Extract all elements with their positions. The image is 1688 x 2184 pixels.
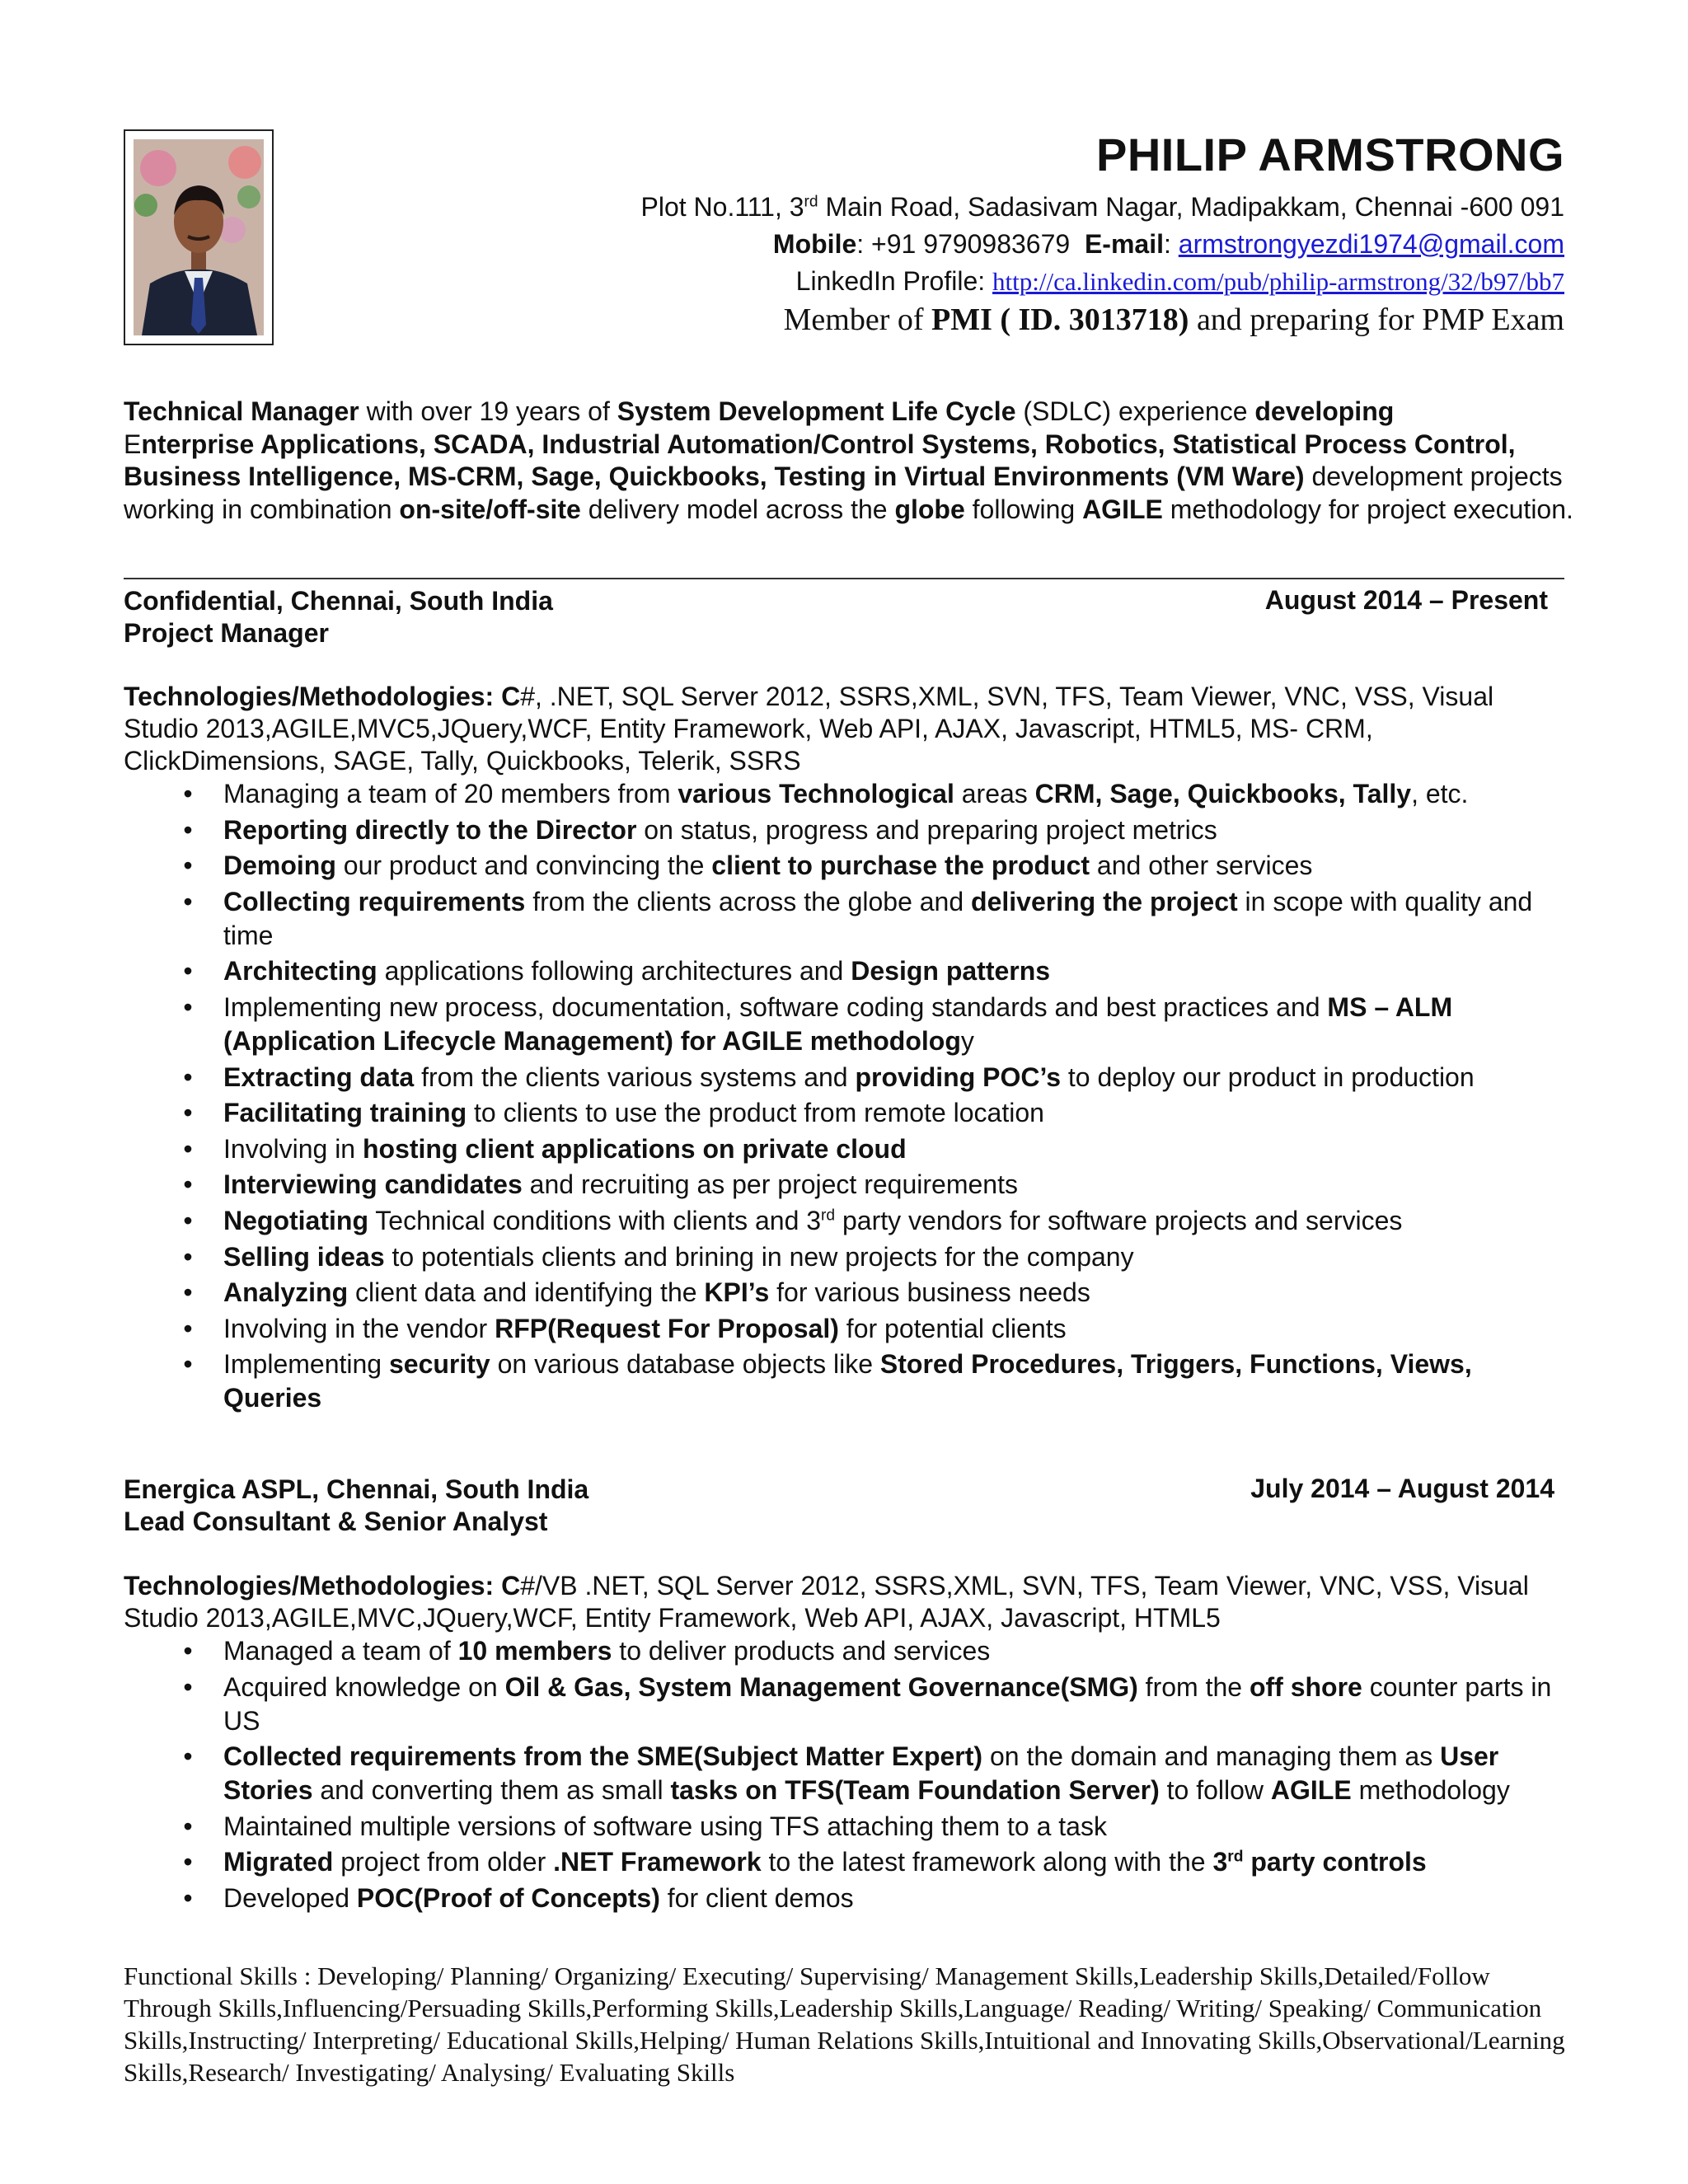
mobile-number: : +91 9790983679 bbox=[856, 229, 1071, 259]
candidate-name: PHILIP ARMSTRONG bbox=[1095, 129, 1564, 180]
job2-title: Lead Consultant & Senior Analyst bbox=[124, 1507, 548, 1536]
list-item: • Demoing our product and convincing the client to purchase the product and other services bbox=[183, 851, 1313, 881]
functional-skills: Functional Skills : Developing/ Planning/ Organizing/ Executing/ Supervising/ Management Skills,Leadership Skills,Detailed/Follow Through Skills,Influencing/Persuading Skills,Performing Skills,Leadership Skills,Language/ Reading/ Writing/ Speaking/ Communication Skills,Instructing/ Interpreting/ Educational Skills,Helping/ Human Relations Skills,Intuitional and Innovating Skills,Observational/Learning Skills,Research/ Investigating/ Analysing/ Evaluating Skills bbox=[124, 1961, 1565, 2087]
job2-heading bbox=[124, 1474, 588, 1538]
job1-title: Project Manager bbox=[124, 618, 329, 648]
list-item: • Maintained multiple versions of software using TFS attaching them to a task bbox=[183, 1811, 1107, 1841]
contact-line: Mobile: +91 9790983679 E-mail: armstrongyezdi1974@gmail.com bbox=[772, 229, 1564, 259]
job2-dates: July 2014 – August 2014 bbox=[1250, 1474, 1554, 1503]
section-divider bbox=[124, 578, 1564, 579]
job1-technologies: Technologies/Methodologies: C#, .NET, SQL Server 2012, SSRS,XML, SVN, TFS, Team Viewer, VNC, VSS, Visual Studio 2013,AGILE,MVC5,JQuery,WCF, Entity Framework, Web API, AJAX, Javascript, HTML5, MS- CRM, ClickDimensions, SAGE, Tally, Quickbooks, Telerik, SSRS bbox=[124, 682, 1494, 776]
list-item: • Migrated project from older .NET Framework to the latest framework along with the 3rd party controls bbox=[183, 1847, 1427, 1877]
list-item: • Reporting directly to the Director on status, progress and preparing project metrics bbox=[183, 814, 1217, 845]
list-item: • Analyzing client data and identifying the KPI’s for various business needs bbox=[183, 1277, 1090, 1308]
list-item: • Acquired knowledge on Oil & Gas, System Management Governance(SMG) from the off shore counter parts in US bbox=[183, 1671, 1552, 1736]
address: Plot No.111, 3rd Main Road, Sadasivam Nagar, Madipakkam, Chennai -600 091 bbox=[640, 192, 1564, 222]
list-item: • Facilitating training to clients to use the product from remote location bbox=[183, 1098, 1044, 1128]
list-item: • Developed POC(Proof of Concepts) for client demos bbox=[183, 1882, 854, 1913]
job2-responsibilities bbox=[124, 1634, 1564, 1918]
job2-technologies: Technologies/Methodologies: C#/VB .NET, SQL Server 2012, SSRS,XML, SVN, TFS, Team Viewer, VNC, VSS, Visual Studio 2013,AGILE,MVC,JQuery,WCF, Entity Framework, Web API, AJAX, Javascript, HTML5 bbox=[124, 1571, 1529, 1633]
list-item: • Selling ideas to potentials clients and brining in new projects for the company bbox=[183, 1241, 1134, 1272]
linkedin-link[interactable]: http://ca.linkedin.com/pub/philip-armstrong/32/b97/bb7 bbox=[992, 267, 1564, 296]
job2-company: Energica ASPL, Chennai, South India bbox=[124, 1474, 589, 1504]
list-item: • Collected requirements from the SME(Subject Matter Expert) on the domain and managing them as User Stories and converting them as small tasks on TFS(Team Foundation Server) to follow AGILE methodology bbox=[183, 1741, 1510, 1806]
list-item: • Architecting applications following architectures and Design patterns bbox=[183, 956, 1051, 987]
list-item: • Implementing security on various database objects like Stored Procedures, Triggers, Functions, Views, Queries bbox=[183, 1349, 1472, 1413]
job1-responsibilities bbox=[124, 777, 1564, 1418]
email-label: E-mail bbox=[1084, 229, 1164, 259]
pmi-membership: Member of PMI ( ID. 3013718) and preparing for PMP Exam bbox=[783, 302, 1564, 337]
list-item: • Extracting data from the clients various systems and providing POC’s to deploy our product in production bbox=[183, 1062, 1475, 1092]
linkedin-line: LinkedIn Profile: http://ca.linkedin.com/pub/philip-armstrong/32/b97/bb7 bbox=[795, 266, 1564, 296]
job1-dates: August 2014 – Present bbox=[1264, 585, 1548, 615]
list-item: • Involving in the vendor RFP(Request For Proposal) for potential clients bbox=[183, 1313, 1067, 1343]
job1-heading bbox=[124, 585, 553, 649]
mobile-label: Mobile bbox=[772, 229, 857, 259]
professional-summary: Technical Manager with over 19 years of System Development Life Cycle (SDLC) experience developing Enterprise Applications, SCADA, Industrial Automation/Control Systems, Robotics, Statistical Process Control, Business Intelligence, MS-CRM, Sage, Quickbooks, Testing in Virtual Environments (VM Ware) development projects working in combination on-site/off-site delivery model across the globe following AGILE methodology for project execution. bbox=[124, 396, 1573, 524]
job1-company: Confidential, Chennai, South India bbox=[124, 586, 553, 616]
list-item: • Interviewing candidates and recruiting as per project requirements bbox=[183, 1169, 1018, 1200]
profile-photo-frame bbox=[124, 129, 274, 345]
list-item: • Negotiating Technical conditions with clients and 3rd party vendors for software projects and services bbox=[183, 1205, 1403, 1235]
list-item: • Implementing new process, documentation, software coding standards and best practices and MS – ALM (Application Lifecycle Management) for AGILE methodology bbox=[183, 991, 1453, 1056]
profile-photo-image bbox=[134, 139, 264, 335]
profile-photo bbox=[134, 139, 264, 335]
list-item: • Involving in hosting client applications on private cloud bbox=[183, 1133, 907, 1164]
list-item: • Collecting requirements from the clients across the globe and delivering the project in scope with quality and time bbox=[183, 886, 1533, 950]
email-link[interactable]: armstrongyezdi1974@gmail.com bbox=[1178, 229, 1564, 259]
list-item: • Managed a team of 10 members to deliver products and services bbox=[183, 1636, 991, 1666]
list-item: • Managing a team of 20 members from various Technological areas CRM, Sage, Quickbooks, Tally, etc. bbox=[183, 779, 1469, 808]
